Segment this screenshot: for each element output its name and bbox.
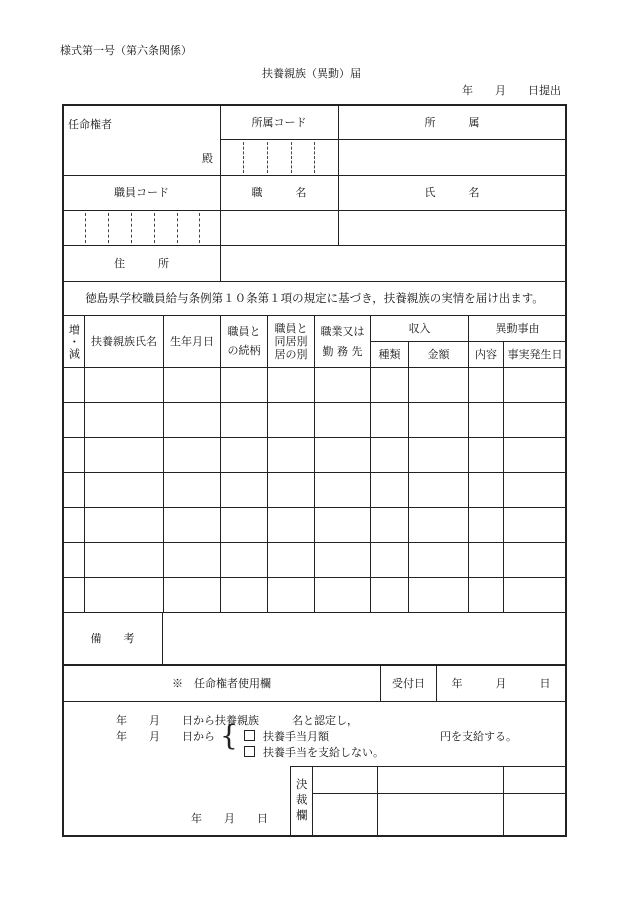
address-field[interactable] (221, 246, 565, 280)
page-title: 扶養親族（異動）届 (262, 67, 361, 80)
table-row[interactable] (63, 368, 565, 402)
affiliation-field[interactable] (339, 140, 565, 174)
option-pay-allowance[interactable]: 扶養手当月額 (244, 728, 329, 744)
received-label: 受付日 (392, 676, 425, 690)
remarks-label: 備 考 (90, 631, 135, 645)
table-row[interactable] (63, 403, 565, 437)
form-number: 様式第一号（第六条関係） (60, 44, 192, 57)
table-row[interactable] (63, 543, 565, 577)
option-no-allowance[interactable]: 扶養手当を支給しない。 (244, 744, 384, 760)
recognition-line: 年 月 日から扶養親族 名と認定し， (116, 714, 358, 727)
header-change-date: 事実発生日 (507, 347, 563, 361)
header-increase-decrease: 増・減 (67, 324, 81, 360)
header-change-content: 内容 (475, 347, 497, 361)
header-birthdate: 生年月日 (170, 334, 214, 348)
address-label: 住 所 (114, 256, 169, 270)
allowance-start-line: 年 月 日から (116, 730, 215, 743)
header-cohabitation: 職員と 同居別 居の別 (274, 321, 308, 362)
authority-date: 年 月 日 (191, 812, 268, 825)
header-change-reason: 異動事由 (495, 321, 540, 335)
statement-text: 徳島県学校職員給与条例第１０条第１項の規定に基づき，扶養親族の実情を届け出ます。 (85, 291, 544, 306)
table-row[interactable] (63, 508, 565, 542)
name-field[interactable] (339, 211, 565, 244)
table-row[interactable] (63, 438, 565, 472)
affiliation-code-label: 所属コード (251, 115, 307, 129)
option-pay-suffix: 円を支給する。 (440, 730, 517, 743)
dono-label: 殿 (202, 152, 213, 165)
job-title-label: 職 名 (251, 186, 307, 200)
header-dependant-name: 扶養親族氏名 (91, 334, 157, 348)
staff-code-label: 職員コード (114, 186, 169, 200)
remarks-field[interactable] (163, 613, 565, 664)
authority-use-title: ※ 任命権者使用欄 (172, 676, 271, 690)
received-date: 年 月 日 (451, 676, 551, 690)
brace-icon: { (220, 719, 238, 752)
header-income: 収入 (408, 321, 431, 335)
decision-label: 決裁欄 (294, 777, 309, 825)
affiliation-label: 所 属 (424, 115, 480, 129)
appointer-label: 任命権者 (68, 118, 112, 131)
table-row[interactable] (63, 473, 565, 507)
header-income-amount: 金額 (427, 347, 450, 361)
checkbox-icon[interactable] (244, 746, 255, 757)
job-title-field[interactable] (221, 211, 337, 244)
checkbox-icon[interactable] (244, 730, 255, 741)
table-row[interactable] (63, 578, 565, 612)
header-income-type: 種類 (378, 347, 401, 361)
name-label: 氏 名 (424, 186, 480, 200)
header-occupation: 職業又は 勤 務 先 (320, 324, 365, 358)
submission-date: 年 月 日提出 (462, 84, 561, 97)
header-relationship: 職員と の続柄 (227, 324, 261, 357)
